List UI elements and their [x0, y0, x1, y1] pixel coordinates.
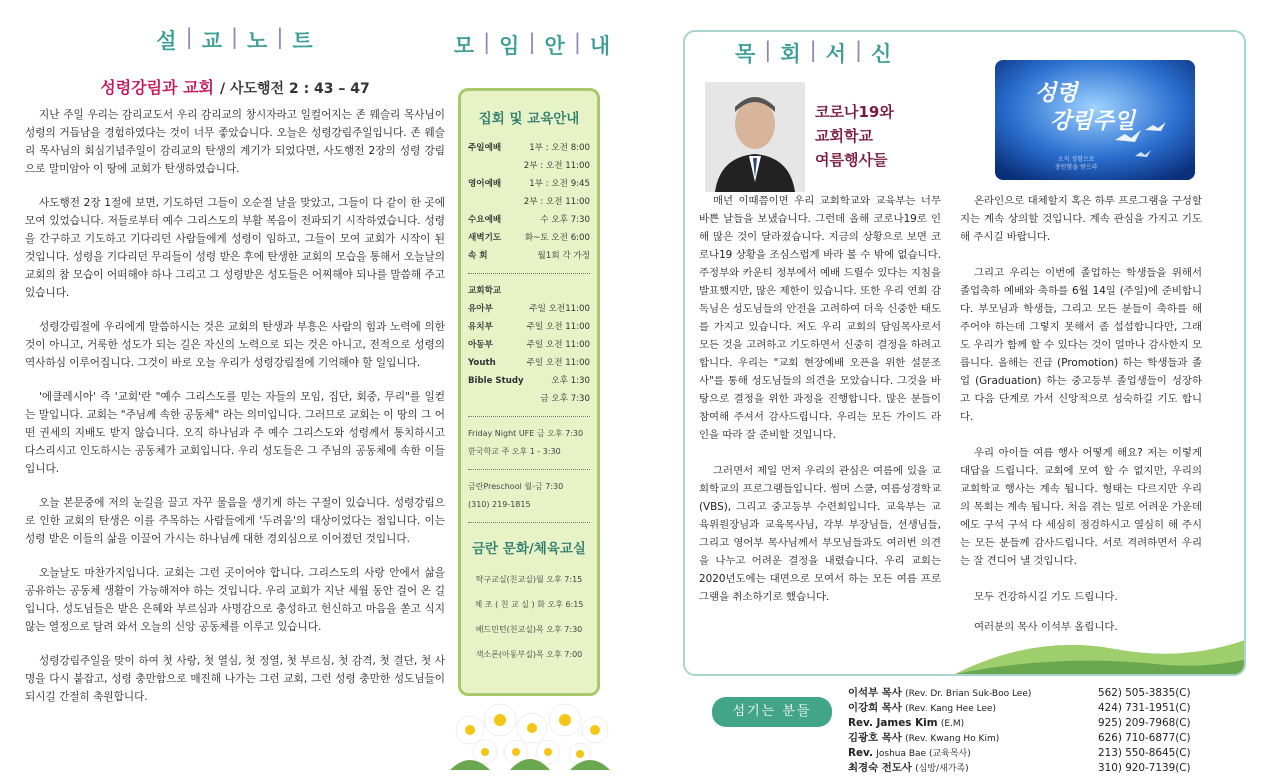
staff-row: Rev. James Kim (E.M) 925) 209-7968(C) — [848, 717, 1191, 729]
sermon-paragraph: 지난 주일 우리는 감리교도서 우리 감리교의 창시자라고 일컬어지는 존 웨슬리 목사님이 성령의 거듭남을 경험하였다는 것이 너무 좋았습니다. 오늘은 성령강림주일입니다. 존 웨슬리 목사님의 회심기념주일이 감리교의 탄생의 계기가 되었다면, 사도행전 2장의 성령 강림으로 말미암아 이 땅에 교회가 탄생하였습니다. — [25, 109, 445, 175]
pentecost-banner-image: 성령 강림주일 오직 성령으로 충만함을 받으라 — [995, 60, 1195, 180]
culture-title: 금란 문화/체육교실 — [472, 541, 586, 557]
schedule-row: 주일예배 1부 : 오전 8:00 — [468, 143, 590, 153]
staff-row: 김광호 목사 (Rev. Kwang Ho Kim) 626) 710-6877(C) — [848, 732, 1191, 744]
culture-item: 체 조 ( 친 교 실 ) 화 오후 6:15 — [474, 600, 584, 609]
culture-item: 색소폰(아동부실)목 오후 7:00 — [475, 650, 583, 659]
sermon-title: 성령강림과 교회 / 사도행전 2 : 43 – 47 — [100, 78, 370, 97]
sermon-paragraph: 오늘 본문중에 저의 눈길을 끌고 자꾸 물음을 생기게 하는 구절이 있습니다. 성령강림으로 인한 교회의 탄생은 이를 주목하는 사람들에게 '두려움'의 대상이었다는 점입니다. 이는 성령 받은 이들의 삶을 이끌어 가시는 하나님께 대한 경외심으로 이어졌던 것입니다. — [25, 497, 445, 545]
edu-row: 유아부 주일 오전11:00 — [468, 304, 590, 314]
staff-row: 최경숙 전도사 (심방/새가족) 310) 920-7139(C) — [848, 762, 1191, 774]
pastor-portrait-image — [705, 82, 805, 192]
letter-heading: 목 | 회 | 서 | 신 — [735, 38, 893, 66]
pastor-letter-panel — [683, 30, 1246, 676]
sermon-body — [25, 106, 445, 706]
edu-row: 금 오후 7:30 — [540, 394, 590, 404]
divider — [468, 522, 590, 523]
sermon-paragraph: 성령강림주일을 맞이 하여 첫 사랑, 첫 열심, 첫 정열, 첫 부르심, 첫 감격, 첫 결단, 첫 사명을 다시 붙잡고, 성령 충만함으로 매진해 나가는 그런 교회, 그런 성령 충만한 성도님들이 되시길 간절히 축원합니다. — [25, 655, 445, 703]
divider — [468, 469, 590, 470]
edu-title: 교회학교 — [468, 286, 502, 296]
meeting-heading: 모 | 임 | 안 | 내 — [453, 30, 612, 58]
phone: (310) 219-1815 — [468, 500, 531, 509]
sermon-notes — [25, 25, 445, 765]
schedule-extra: Friday Night UFE 금 오후 7:30 — [468, 429, 584, 438]
staff-label-button: 섬기는 분들 — [712, 697, 832, 727]
staff-list — [848, 686, 1258, 776]
letter-column-1: 매년 이때쯤이면 우리 교회학교와 교육부는 너무 바쁜 날들을 보냈습니다. 그런데 올해 코로나19로 인해 많은 것이 달라졌습니다. 지금의 상황으로 보면 코로나19 상황을 조심스럽게 바라 볼 수 밖에 없습니다. 주정부와 카운티 정부에서 예배 드릴수 있다는 지침을 발표했지만, 많은 제한이 있습니다. 또한 우리 연회 감독님은 성도님들의 안전을 고려하여 더욱 신중한 태도를 가지고 있습니다. 저도 우리 교회의 담임목사로서 모든 것을 고려하고 기도하면서 신중히 결정을 하려고 합니다. 우리는 "교회 현장예배 오픈을 위한 설문조사"를 통해 성도님들의 의견을 모았습니다. 그것을 바탕으로 결정을 위한 과정을 진행합니다. 많은 분들이 참여해 주셔서 감사드립니다. 우리는 모든 가이드 라인을 따라 잘 준비할 것입니다. 그러면서 제일 먼저 우리의 관심은 여름에 있을 교회학교의 프로그램들입니다. 썸머 스쿨, 여름성경학교 (VBS), 그리고 중고등부 수련회입니다. 교육부는 교육위원장님과 교육목사님, 각부 부장님들, 선생님들, 그리고 영어부 목사님께서 부모님들과도 여러번 의견을 나누고 어려운 결정을 내렸습니다. 우리 교회는 2020년도에는 대면으로 모여서 하는 모든 여름 프로그램을 취소하기로 했습니다. — [699, 195, 941, 603]
sermon-paragraph: 사도행전 2장 1절에 보면, 기도하던 그들이 오순절 날을 맞았고, 그들이 다 같이 한 곳에 모여 있었습니다. 저들로부터 예수 그리스도의 부활 복음이 전파되기 시작하였습니다. 성령을 간구하고 기도하고 기다리던 사람들에게 성령이 임하고, 그들이 모여 교회가 시작이 된 것입니다. 성령을 기다리던 무리들이 성령 받은 후에 탄생한 교회의 모습을 통해서 오늘날의 교회의 참 모습이 어떠해야 하나 그리고 그 성령받은 성도들은 어찌해야 되나를 말씀해 주고 있습니다. — [25, 197, 445, 299]
letter-title: 코로나19와 교회학교 여름행사들 — [815, 103, 894, 169]
schedule-box — [458, 88, 600, 696]
sermon-heading: 설 | 교 | 노 | 트 — [156, 25, 314, 53]
schedule-row: 속 회 월1회 각 가정 — [468, 251, 590, 261]
schedule-title: 집회 및 교육안내 — [478, 111, 580, 127]
culture-item: 탁구교실(친교실)월 오후 7:15 — [475, 575, 583, 584]
schedule-row: 수요예배 수 오후 7:30 — [468, 215, 590, 225]
daisy-flowers-image — [450, 690, 610, 770]
staff-row: Rev. Joshua Bae (교육목사) 213) 550-8645(C) — [848, 747, 1191, 759]
green-hills-decoration — [955, 614, 1246, 674]
schedule-row: 2부 : 오전 11:00 — [523, 161, 590, 171]
schedule-row: 영어예배 1부 : 오전 9:45 — [468, 179, 590, 189]
divider — [468, 273, 590, 274]
letter-column-2: 온라인으로 대체할지 혹은 하루 프로그램을 구성할지는 계속 상의할 것입니다. 계속 관심을 가지고 기도해 주시길 바랍니다. 그리고 우리는 이번에 졸업하는 학생들을 위해서 졸업축하 예배와 축하를 6월 14일 (주일)에 준비합니다. 부모님과 학생들, 그리고 모든 분들이 축하를 해 주어야 하는데 그렇지 못해서 좀 섭섭합니다만, 그래도 우리가 함께 할 수 있다는 것이 얼마나 감사한지 모릅니다. 올해는 진급 (Promotion) 하는 학생들과 졸업 (Graduation) 하는 중고등부 졸업생들이 성장하고 다음 단계로 가서 신앙적으로 성숙하길 기도 합니다. 우리 아이들 여름 행사 어떻게 해요? 저는 이렇게 대답을 드립니다. 교회에 모여 할 수 없지만, 우리의 교회학교 행사는 계속 됩니다. 형태는 다르지만 우리의 목회는 계속 됩니다. 처음 겪는 일로 어려운 가운데에도 구석 구석 다 세심히 점검하시고 열심히 해 주시는 모든 분들께 감사드립니다. 서로 격려하면서 우리는 잘 견디어 낼 것입니다. 모두 건강하시길 기도 드립니다. 여러분의 목사 이석부 올립니다. — [960, 195, 1202, 633]
culture-item: 배드민턴(친교실)목 오후 7:30 — [475, 625, 583, 634]
divider — [468, 416, 590, 417]
schedule-row: 새벽기도 화~토 오전 6:00 — [468, 233, 590, 243]
sermon-paragraph: 성령강림절에 우리에게 말씀하시는 것은 교회의 탄생과 부흥은 사람의 힘과 노력에 의한 것이 아니고, 거룩한 성도가 되는 길은 자신의 노력으로 되는 것은 아니고, 전적으로 성령의 역사하심 이루어집니다. 그것이 바로 오늘 우리가 성령강림절에 기억해야 할 일입니다. — [25, 321, 445, 369]
edu-row: Youth 주일 오전 11:00 — [468, 358, 590, 368]
preschool: 금란Preschool 월-금 7:30 — [468, 482, 564, 491]
sermon-paragraph: 오늘날도 마찬가지입니다. 교회는 그런 곳이어야 합니다. 그리스도의 사랑 안에서 삶을 공유하는 공동체 생활이 가능해져야 하는 것입니다. 우리 교회가 지난 세월 동안 걸어 온 길입니다. 성도님들은 받은 은혜와 부르심과 사명감으로 충성하고 헌신하고 마음을 쏟고 식지 않는 열정으로 달려 와서 오늘의 신앙 공동체를 이루고 있습니다. — [25, 567, 445, 633]
sermon-paragraph: '에클레시아' 즉 '교회'란 "예수 그리스도를 믿는 자들의 모임, 집단, 회중, 무리"를 일컫는 말입니다. 교회는 "주님께 속한 공동체" 라는 의미입니다. 그러므로 교회는 이 땅의 그 어떤 권세의 지배도 받지 않습니다. 오직 하나님과 주 예수 그리스도와 성령께서 통치하시고 다스리시고 인도하시는 공동체가 교회입니다. 우리 성도들은 그 주님의 공동체에 속한 이들입니다. — [25, 391, 445, 475]
schedule-row: 2부 : 오전 11:00 — [523, 197, 590, 207]
edu-row: 유치부 주일 오전 11:00 — [468, 322, 590, 332]
edu-row: Bible Study 오후 1:30 — [468, 376, 590, 386]
staff-row: 이강희 목사 (Rev. Kang Hee Lee) 424) 731-1951(C) — [848, 702, 1191, 714]
edu-row: 아동부 주일 오전 11:00 — [468, 340, 590, 350]
schedule-extra: 한국학교 주 오후 1 - 3:30 — [468, 447, 561, 456]
staff-row: 이석부 목사 (Rev. Dr. Brian Suk-Boo Lee) 562) 505-3835(C) — [848, 687, 1191, 699]
